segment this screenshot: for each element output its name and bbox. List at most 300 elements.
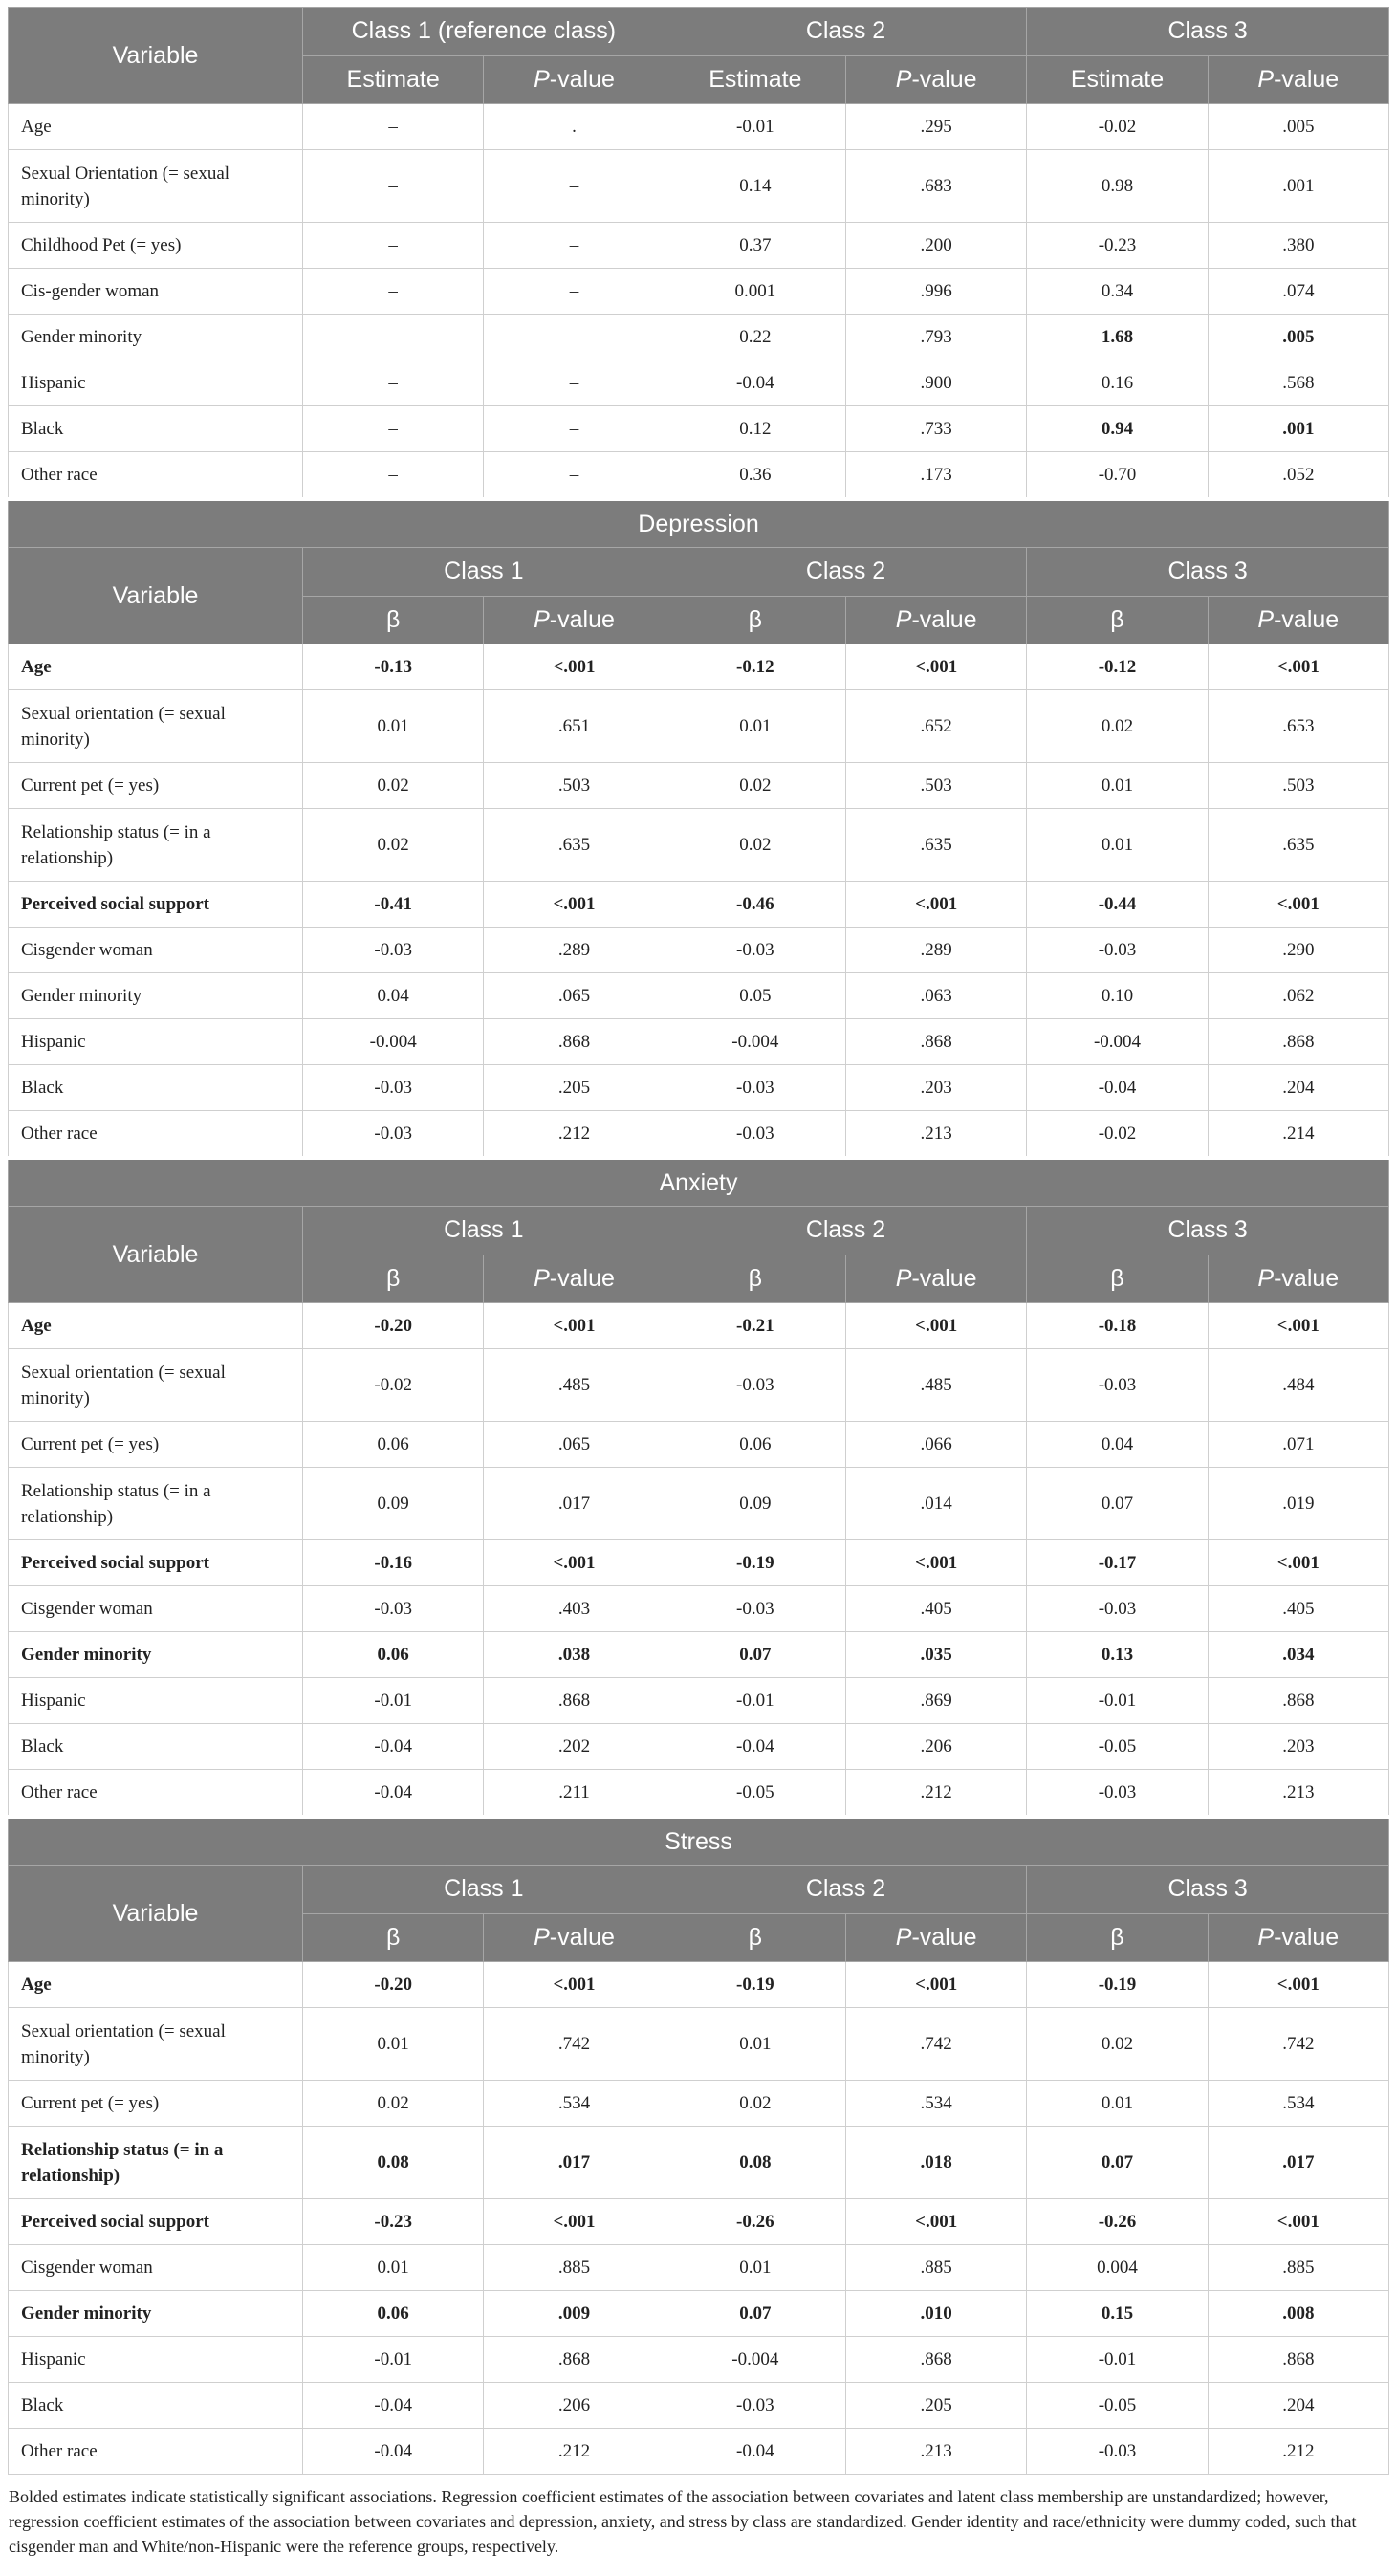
cell: .652 (846, 690, 1027, 763)
cell: 0.01 (1027, 809, 1208, 882)
cell: .206 (484, 2383, 665, 2429)
table-row (9, 2008, 1389, 2081)
cell: .635 (1208, 809, 1388, 882)
variable-header: Variable (9, 1207, 303, 1303)
row-label: Gender minority (9, 1632, 303, 1678)
row-label: Sexual Orientation (= sexual minority) (9, 150, 303, 223)
cell: .568 (1208, 360, 1388, 406)
cell: .900 (846, 360, 1027, 406)
header-row-classes (9, 1866, 1389, 1914)
cell: 0.02 (665, 2081, 845, 2127)
cell-significant: <.001 (1208, 2199, 1388, 2245)
estimate-header: Estimate (303, 55, 484, 104)
cell-significant: -0.44 (1027, 882, 1208, 928)
cell: – (303, 150, 484, 223)
row-label: Childhood Pet (= yes) (9, 223, 303, 269)
cell: -0.03 (1027, 1349, 1208, 1422)
cell-significant: .038 (484, 1632, 665, 1678)
cell-significant: -0.41 (303, 882, 484, 928)
section-title-row (9, 1817, 1389, 1866)
cell-significant: -0.12 (665, 644, 845, 690)
row-label: Black (9, 1065, 303, 1111)
cell: 0.05 (665, 973, 845, 1019)
cell: 0.02 (303, 809, 484, 882)
cell: .213 (846, 1111, 1027, 1159)
cell: -0.03 (1027, 1770, 1208, 1818)
cell: – (303, 104, 484, 150)
table-row (9, 2245, 1389, 2291)
row-label: Black (9, 1724, 303, 1770)
cell-significant: -0.26 (1027, 2199, 1208, 2245)
cell: 0.09 (303, 1468, 484, 1540)
cell-significant: .005 (1208, 315, 1388, 360)
p-value-header: P-value (484, 1255, 665, 1303)
cell: -0.05 (1027, 1724, 1208, 1770)
table-row (9, 360, 1389, 406)
row-label: Relationship status (= in a relationship) (9, 2127, 303, 2199)
cell: .485 (846, 1349, 1027, 1422)
cell: 0.02 (665, 763, 845, 809)
cell: 0.004 (1027, 2245, 1208, 2291)
cell: 0.12 (665, 406, 845, 452)
cell-significant: <.001 (1208, 882, 1388, 928)
cell: .289 (484, 928, 665, 973)
row-label: Sexual orientation (= sexual minority) (9, 1349, 303, 1422)
cell: .868 (484, 1678, 665, 1724)
variable-header: Variable (9, 1866, 303, 1962)
cell: .206 (846, 1724, 1027, 1770)
class-3-header: Class 3 (1027, 8, 1389, 56)
cell: 0.02 (665, 809, 845, 882)
cell: -0.04 (665, 2429, 845, 2475)
row-label: Perceived social support (9, 2199, 303, 2245)
cell: . (484, 104, 665, 150)
cell-significant: <.001 (846, 882, 1027, 928)
cell: 0.16 (1027, 360, 1208, 406)
cell-significant: 0.94 (1027, 406, 1208, 452)
cell: .405 (846, 1586, 1027, 1632)
table-row (9, 1632, 1389, 1678)
cell: .074 (1208, 269, 1388, 315)
cell: .214 (1208, 1111, 1388, 1159)
cell: -0.004 (665, 1019, 845, 1065)
table-row (9, 690, 1389, 763)
cell: 0.14 (665, 150, 845, 223)
cell: 0.02 (303, 763, 484, 809)
cell-significant: .009 (484, 2291, 665, 2337)
row-label: Black (9, 406, 303, 452)
p-value-header: P-value (846, 1255, 1027, 1303)
anxiety-block (9, 1158, 1389, 1817)
cell: .019 (1208, 1468, 1388, 1540)
p-value-header: P-value (1208, 596, 1388, 644)
cell: .203 (846, 1065, 1027, 1111)
class-1-header: Class 1 (303, 1207, 665, 1255)
cell: .868 (1208, 1019, 1388, 1065)
row-label: Sexual orientation (= sexual minority) (9, 690, 303, 763)
header-row-classes (9, 1207, 1389, 1255)
results-table (8, 7, 1389, 2475)
cell: 0.06 (303, 1422, 484, 1468)
cell-significant: <.001 (484, 882, 665, 928)
row-label: Age (9, 104, 303, 150)
cell: – (484, 406, 665, 452)
cell: – (303, 315, 484, 360)
cell-significant: -0.18 (1027, 1303, 1208, 1349)
beta-header: β (1027, 1255, 1208, 1303)
p-value-header: P-value (484, 596, 665, 644)
cell-significant: <.001 (484, 1303, 665, 1349)
p-value-header: P-value (1208, 1913, 1388, 1962)
cell: – (484, 150, 665, 223)
cell: -0.03 (665, 1349, 845, 1422)
cell: – (484, 223, 665, 269)
cell: .868 (1208, 2337, 1388, 2383)
class-1-header: Class 1 (reference class) (303, 8, 665, 56)
class-2-header: Class 2 (665, 1866, 1027, 1914)
cell: .742 (1208, 2008, 1388, 2081)
cell: – (484, 360, 665, 406)
cell-significant: <.001 (846, 644, 1027, 690)
covariates-block (9, 8, 1389, 500)
row-label: Age (9, 1962, 303, 2008)
cell-significant: .034 (1208, 1632, 1388, 1678)
cell: .868 (846, 2337, 1027, 2383)
cell-significant: -0.16 (303, 1540, 484, 1586)
cell-significant: <.001 (1208, 1303, 1388, 1349)
beta-header: β (665, 596, 845, 644)
cell: 0.10 (1027, 973, 1208, 1019)
cell: .290 (1208, 928, 1388, 973)
cell: -0.004 (303, 1019, 484, 1065)
cell: 0.01 (303, 2008, 484, 2081)
cell: .651 (484, 690, 665, 763)
cell: .063 (846, 973, 1027, 1019)
cell: .212 (846, 1770, 1027, 1818)
cell: .212 (484, 2429, 665, 2475)
cell-significant: 0.06 (303, 1632, 484, 1678)
cell-significant: -0.12 (1027, 644, 1208, 690)
cell: .200 (846, 223, 1027, 269)
cell: .793 (846, 315, 1027, 360)
cell: .066 (846, 1422, 1027, 1468)
cell: 0.98 (1027, 150, 1208, 223)
cell: 0.01 (665, 2008, 845, 2081)
table-row (9, 315, 1389, 360)
cell: .204 (1208, 1065, 1388, 1111)
cell: .996 (846, 269, 1027, 315)
cell: -0.04 (665, 1724, 845, 1770)
cell: .001 (1208, 150, 1388, 223)
beta-header: β (665, 1913, 845, 1962)
table-row (9, 1019, 1389, 1065)
stress-block (9, 1817, 1389, 2475)
cell: .065 (484, 973, 665, 1019)
cell: .868 (1208, 1678, 1388, 1724)
cell: – (303, 406, 484, 452)
row-label: Sexual orientation (= sexual minority) (9, 2008, 303, 2081)
cell: .635 (846, 809, 1027, 882)
row-label: Other race (9, 452, 303, 500)
cell: 0.01 (665, 690, 845, 763)
class-1-header: Class 1 (303, 1866, 665, 1914)
cell: .534 (1208, 2081, 1388, 2127)
cell: .213 (846, 2429, 1027, 2475)
cell: .204 (1208, 2383, 1388, 2429)
p-value-header: P-value (484, 55, 665, 104)
table-row (9, 2383, 1389, 2429)
class-3-header: Class 3 (1027, 1207, 1389, 1255)
cell: – (484, 315, 665, 360)
table-row (9, 809, 1389, 882)
row-label: Gender minority (9, 2291, 303, 2337)
row-label: Current pet (= yes) (9, 2081, 303, 2127)
row-label: Cis-gender woman (9, 269, 303, 315)
cell: .534 (846, 2081, 1027, 2127)
cell-significant: 0.08 (303, 2127, 484, 2199)
table-row (9, 2127, 1389, 2199)
cell: -0.02 (1027, 1111, 1208, 1159)
cell-significant: <.001 (484, 2199, 665, 2245)
cell-significant: -0.19 (665, 1962, 845, 2008)
results-table-container (8, 7, 1388, 2559)
table-row (9, 1540, 1389, 1586)
p-value-header: P-value (846, 55, 1027, 104)
cell-significant: <.001 (484, 644, 665, 690)
cell-significant: <.001 (846, 2199, 1027, 2245)
row-label: Hispanic (9, 1019, 303, 1065)
table-row (9, 1678, 1389, 1724)
cell-significant: -0.19 (665, 1540, 845, 1586)
cell-significant: <.001 (846, 1540, 1027, 1586)
cell: .742 (484, 2008, 665, 2081)
row-label: Cisgender woman (9, 1586, 303, 1632)
cell: 0.01 (1027, 2081, 1208, 2127)
table-row (9, 2081, 1389, 2127)
cell: .065 (484, 1422, 665, 1468)
cell: -0.05 (1027, 2383, 1208, 2429)
cell: 0.02 (1027, 2008, 1208, 2081)
cell: – (484, 452, 665, 500)
cell: .503 (484, 763, 665, 809)
cell: .653 (1208, 690, 1388, 763)
beta-header: β (303, 1255, 484, 1303)
cell-significant: -0.20 (303, 1962, 484, 2008)
row-label: Relationship status (= in a relationship) (9, 1468, 303, 1540)
row-label: Black (9, 2383, 303, 2429)
section-title-stress: Stress (9, 1817, 1389, 1866)
cell: – (303, 360, 484, 406)
section-title-anxiety: Anxiety (9, 1158, 1389, 1207)
cell-significant: .008 (1208, 2291, 1388, 2337)
cell: 0.04 (1027, 1422, 1208, 1468)
table-row (9, 223, 1389, 269)
cell: – (303, 452, 484, 500)
cell: -0.03 (665, 1111, 845, 1159)
class-1-header: Class 1 (303, 548, 665, 597)
cell: .014 (846, 1468, 1027, 1540)
cell: 0.34 (1027, 269, 1208, 315)
beta-header: β (1027, 1913, 1208, 1962)
row-label: Hispanic (9, 2337, 303, 2383)
cell: .868 (484, 1019, 665, 1065)
estimate-header: Estimate (665, 55, 845, 104)
cell: 0.01 (665, 2245, 845, 2291)
row-label: Perceived social support (9, 882, 303, 928)
cell-significant: <.001 (1208, 1540, 1388, 1586)
row-label: Hispanic (9, 1678, 303, 1724)
cell: .205 (846, 2383, 1027, 2429)
cell: .017 (484, 1468, 665, 1540)
cell-significant: .010 (846, 2291, 1027, 2337)
cell: -0.03 (665, 2383, 845, 2429)
cell-significant: <.001 (846, 1303, 1027, 1349)
cell-significant: 0.06 (303, 2291, 484, 2337)
cell: -0.02 (303, 1349, 484, 1422)
cell: .534 (484, 2081, 665, 2127)
cell: -0.01 (303, 2337, 484, 2383)
cell: -0.23 (1027, 223, 1208, 269)
table-row (9, 452, 1389, 500)
table-row (9, 1586, 1389, 1632)
cell: -0.04 (303, 2429, 484, 2475)
cell-significant: -0.46 (665, 882, 845, 928)
class-3-header: Class 3 (1027, 1866, 1389, 1914)
class-2-header: Class 2 (665, 1207, 1027, 1255)
table-row (9, 973, 1389, 1019)
cell: -0.02 (1027, 104, 1208, 150)
section-title-row (9, 1158, 1389, 1207)
table-row (9, 1303, 1389, 1349)
table-row (9, 406, 1389, 452)
cell: -0.03 (1027, 928, 1208, 973)
beta-header: β (303, 596, 484, 644)
cell: -0.03 (303, 1065, 484, 1111)
p-value-header: P-value (1208, 55, 1388, 104)
p-value-header: P-value (846, 596, 1027, 644)
p-value-header: P-value (846, 1913, 1027, 1962)
estimate-header: Estimate (1027, 55, 1208, 104)
cell: .868 (484, 2337, 665, 2383)
cell-significant: .035 (846, 1632, 1027, 1678)
cell: .869 (846, 1678, 1027, 1724)
variable-header: Variable (9, 8, 303, 104)
cell-significant: .017 (484, 2127, 665, 2199)
cell: -0.05 (665, 1770, 845, 1818)
cell-significant: 0.07 (665, 1632, 845, 1678)
cell: -0.03 (303, 1111, 484, 1159)
cell-significant: 0.07 (665, 2291, 845, 2337)
cell-significant: -0.23 (303, 2199, 484, 2245)
class-2-header: Class 2 (665, 8, 1027, 56)
cell: – (303, 223, 484, 269)
cell: -0.04 (303, 1770, 484, 1818)
cell-significant: -0.17 (1027, 1540, 1208, 1586)
cell-significant: 0.15 (1027, 2291, 1208, 2337)
table-row (9, 763, 1389, 809)
row-label: Age (9, 644, 303, 690)
row-label: Hispanic (9, 360, 303, 406)
table-row (9, 1349, 1389, 1422)
cell: -0.04 (1027, 1065, 1208, 1111)
table-row (9, 2291, 1389, 2337)
cell: .212 (1208, 2429, 1388, 2475)
cell: 0.02 (303, 2081, 484, 2127)
cell: -0.01 (303, 1678, 484, 1724)
cell: -0.03 (1027, 2429, 1208, 2475)
cell: -0.04 (665, 360, 845, 406)
table-row (9, 928, 1389, 973)
p-value-header: P-value (1208, 1255, 1388, 1303)
cell: .683 (846, 150, 1027, 223)
cell: .733 (846, 406, 1027, 452)
row-label: Other race (9, 1770, 303, 1818)
cell: .213 (1208, 1770, 1388, 1818)
cell: -0.01 (1027, 1678, 1208, 1724)
cell: .380 (1208, 223, 1388, 269)
table-row (9, 104, 1389, 150)
cell: .503 (846, 763, 1027, 809)
cell-significant: 0.07 (1027, 2127, 1208, 2199)
table-row (9, 2199, 1389, 2245)
row-label: Perceived social support (9, 1540, 303, 1586)
table-row (9, 1962, 1389, 2008)
row-label: Age (9, 1303, 303, 1349)
cell: -0.70 (1027, 452, 1208, 500)
cell: .205 (484, 1065, 665, 1111)
cell: -0.03 (665, 1586, 845, 1632)
cell-significant: <.001 (484, 1540, 665, 1586)
cell: 0.36 (665, 452, 845, 500)
table-row (9, 1111, 1389, 1159)
cell: 0.06 (665, 1422, 845, 1468)
table-row (9, 644, 1389, 690)
cell-significant: 0.13 (1027, 1632, 1208, 1678)
row-label: Current pet (= yes) (9, 763, 303, 809)
cell: .484 (1208, 1349, 1388, 1422)
table-row (9, 1065, 1389, 1111)
cell: 0.001 (665, 269, 845, 315)
cell-significant: <.001 (1208, 644, 1388, 690)
row-label: Cisgender woman (9, 928, 303, 973)
cell: 0.22 (665, 315, 845, 360)
section-title-depression: Depression (9, 499, 1389, 548)
cell: .868 (846, 1019, 1027, 1065)
table-row (9, 1770, 1389, 1818)
cell: – (303, 269, 484, 315)
cell: 0.01 (1027, 763, 1208, 809)
cell-significant: 0.08 (665, 2127, 845, 2199)
cell-significant: 1.68 (1027, 315, 1208, 360)
table-row (9, 1422, 1389, 1468)
cell-significant: <.001 (846, 1962, 1027, 2008)
cell: .173 (846, 452, 1027, 500)
table-row (9, 2429, 1389, 2475)
table-footnote: Bolded estimates indicate statistically significant associations. Regression coefficient estimates of the association between covariates and latent class membership are unstandardized; however, regression coefficient estimates of the association between covariates and depression, anxiety, and stress by class are standardized. Gender identity and race/ethnicity were dummy coded, such that cisgender man and White/non-Hispanic were the reference groups, respectively. (9, 2487, 1357, 2556)
cell-significant: .001 (1208, 406, 1388, 452)
row-label: Relationship status (= in a relationship) (9, 809, 303, 882)
cell: -0.04 (303, 2383, 484, 2429)
cell: -0.03 (1027, 1586, 1208, 1632)
p-value-header: P-value (484, 1913, 665, 1962)
cell: .485 (484, 1349, 665, 1422)
cell: .211 (484, 1770, 665, 1818)
cell-significant: -0.19 (1027, 1962, 1208, 2008)
beta-header: β (665, 1255, 845, 1303)
cell: .885 (1208, 2245, 1388, 2291)
section-title-row (9, 499, 1389, 548)
beta-header: β (1027, 596, 1208, 644)
